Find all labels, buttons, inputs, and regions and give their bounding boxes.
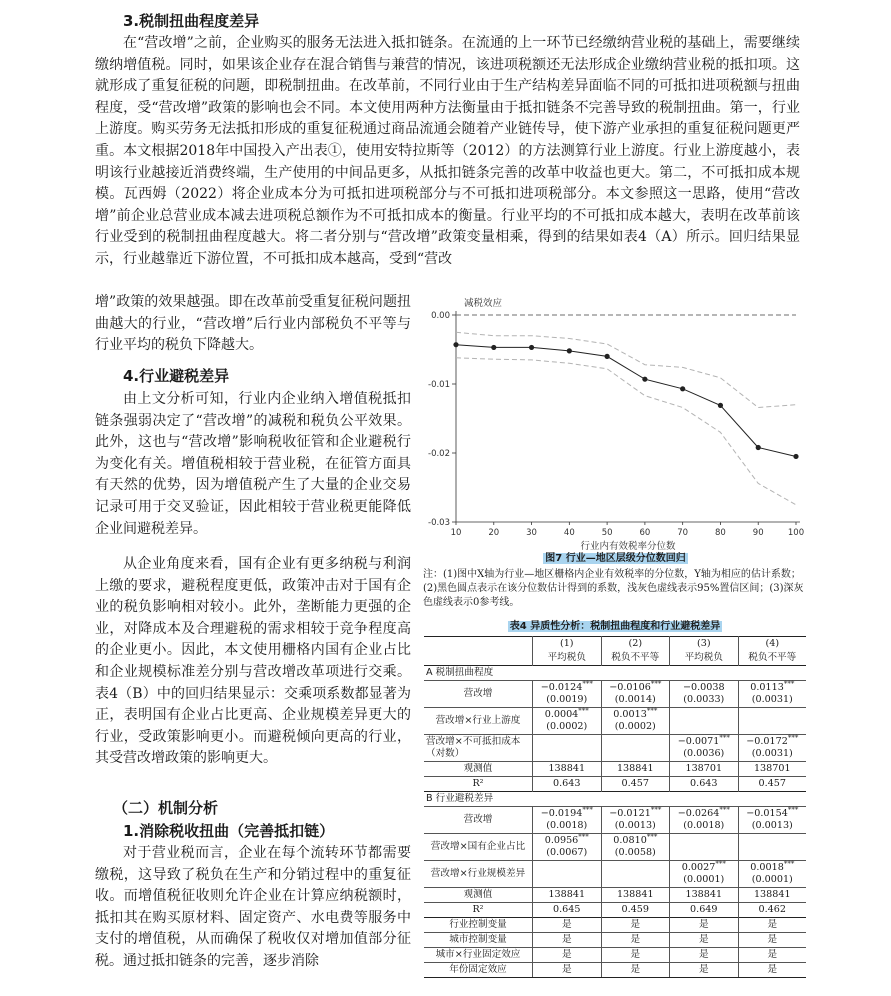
control-cell: 是 bbox=[601, 948, 670, 963]
estimate-point bbox=[605, 354, 610, 359]
estimate-point bbox=[718, 403, 723, 408]
x-tick-label: 30 bbox=[526, 528, 537, 538]
section-a-coef-cell bbox=[533, 735, 602, 762]
x-tick-label: 100 bbox=[787, 528, 805, 538]
section-b-r2-cell: 0.462 bbox=[738, 903, 806, 918]
section-a-coef-cell: −0.0124*** (0.0019) bbox=[533, 681, 602, 708]
section-a-r2-cell: 0.457 bbox=[738, 777, 806, 792]
control-cell: 是 bbox=[533, 948, 602, 963]
section-b-row-label: 营改增×行业规模差异 bbox=[424, 861, 533, 888]
section-a-coef-cell: 0.0013*** (0.0002) bbox=[601, 708, 670, 735]
control-cell: 是 bbox=[670, 948, 739, 963]
x-tick-label: 40 bbox=[563, 528, 575, 538]
estimate-point bbox=[453, 342, 458, 347]
control-cell: 是 bbox=[601, 933, 670, 948]
x-tick-label: 60 bbox=[639, 528, 651, 538]
x-tick-label: 20 bbox=[488, 528, 500, 538]
control-cell: 是 bbox=[601, 918, 670, 933]
control-cell: 是 bbox=[533, 963, 602, 978]
chart-xlabel: 行业内有效税率分位数 bbox=[580, 541, 676, 552]
paragraph-tax-avoidance-1: 由上文分析可知，行业内企业纳入增值税抵扣链条强弱决定了“营改增”的减税和税负公平效果。此外，这也与“营改增”影响税收征管和企业避税行为变化有关。增值税相较于营业税，在征管方面具有天然的优势，因为增值税产生了大量的企业交易记录可用于交叉验证，因此相较于营业税更能降低企业间避税差异。 bbox=[95, 391, 411, 537]
x-tick-label: 10 bbox=[450, 528, 462, 538]
estimate-point bbox=[680, 386, 685, 391]
section-heading-mechanism-1: 1.消除税收扭曲（完善抵扣链） bbox=[123, 822, 335, 840]
control-row-label: 城市×行业固定效应 bbox=[424, 948, 533, 963]
section-a-obs-label: 观测值 bbox=[424, 762, 533, 777]
section-a-coef-cell: 0.0113*** (0.0031) bbox=[738, 681, 806, 708]
section-b-coef-cell: −0.0121*** (0.0013) bbox=[601, 807, 670, 834]
control-cell: 是 bbox=[533, 918, 602, 933]
section-b-coef-cell: −0.0154*** (0.0013) bbox=[738, 807, 806, 834]
section-b-coef-cell bbox=[601, 861, 670, 888]
estimate-point bbox=[793, 454, 798, 459]
control-row-label: 城市控制变量 bbox=[424, 933, 533, 948]
section-b-coef-cell: −0.0194*** (0.0018) bbox=[533, 807, 602, 834]
control-cell: 是 bbox=[738, 963, 806, 978]
section-a-r2-cell: 0.457 bbox=[601, 777, 670, 792]
estimate-point bbox=[567, 348, 572, 353]
section-a-coef-cell bbox=[738, 708, 806, 735]
figure-caption bbox=[423, 552, 808, 610]
control-cell: 是 bbox=[738, 933, 806, 948]
control-row-label: 行业控制变量 bbox=[424, 918, 533, 933]
control-cell: 是 bbox=[670, 918, 739, 933]
section-a-coef-cell: −0.0071*** (0.0036) bbox=[670, 735, 739, 762]
chart-ylabel: 减税效应 bbox=[464, 298, 503, 309]
table-4 bbox=[424, 620, 806, 978]
section-a-coef-cell: 0.0004*** (0.0002) bbox=[533, 708, 602, 735]
col-num-1: (1) bbox=[533, 637, 602, 652]
section-b-r2-label: R² bbox=[424, 903, 533, 918]
paragraph-mechanism: 对于营业税而言，企业在每个流转环节都需要缴税，这导致了税负在生产和分销过程中的重复征收。而增值税征收则允许企业在计算应纳税额时，抵扣其在购买原材料、固定资产、水电费等服务中支付的增值税，从而确保了税收仅对增加值部分征税。通过抵扣链条的完善，逐步消除 bbox=[95, 845, 411, 969]
section-b-obs-cell: 138841 bbox=[533, 888, 602, 903]
y-tick-label: -0.01 bbox=[428, 380, 450, 390]
section-a-row-label: 营改增×不可抵扣成本 （对数） bbox=[424, 735, 533, 762]
x-tick-label: 90 bbox=[752, 528, 764, 538]
control-cell: 是 bbox=[738, 948, 806, 963]
section-b-coef-cell bbox=[533, 861, 602, 888]
section-heading-3: 3.税制扭曲程度差异 bbox=[123, 12, 260, 30]
col-name-1: 平均税负 bbox=[533, 651, 602, 666]
section-b-obs-cell: 138841 bbox=[738, 888, 806, 903]
section-a-row-label: 营改增 bbox=[424, 681, 533, 708]
y-tick-label: 0.00 bbox=[431, 311, 450, 321]
control-cell: 是 bbox=[738, 918, 806, 933]
col-num-2: (2) bbox=[601, 637, 670, 652]
section-b-r2-cell: 0.459 bbox=[601, 903, 670, 918]
col-num-3: (3) bbox=[670, 637, 739, 652]
y-tick-label: -0.02 bbox=[428, 449, 450, 459]
section-a-row-label: 营改增×行业上游度 bbox=[424, 708, 533, 735]
estimate-point bbox=[642, 377, 647, 382]
section-b-coef-cell: 0.0027*** (0.0001) bbox=[670, 861, 739, 888]
paragraph-tax-distortion-cont: 增”政策的效果越强。即在改革前受重复征税问题扭曲越大的行业，“营改增”后行业内部税负不平等与行业平均的税负下降越大。 bbox=[95, 294, 411, 354]
section-b-obs-label: 观测值 bbox=[424, 888, 533, 903]
estimate-point bbox=[756, 445, 761, 450]
section-b-obs-cell: 138841 bbox=[601, 888, 670, 903]
paragraph-tax-avoidance-2: 从企业角度来看，国有企业有更多纳税与利润上缴的要求，避税程度更低，政策冲击对于国有企业的税负影响相对较小。此外，垄断能力更强的企业，对降成本及合理避税的需求相较于竞争程度高的企业更小。因此，本文使用栅格内国有企业占比和企业规模标准差分别与营改增改革项进行交乘。表4（B）中的回归结果显示：交乘项系数都显著为正，表明国有企业占比更高、企业规模差异更大的行业，受政策影响更小。而避税倾向更高的行业，其受营改增政策的影响更大。 bbox=[95, 556, 411, 767]
section-b-coef-cell: 0.0956*** (0.0067) bbox=[533, 834, 602, 861]
col-name-2: 税负不平等 bbox=[601, 651, 670, 666]
section-heading-4: 4.行业避税差异 bbox=[123, 367, 230, 385]
figure-title: 图7 行业—地区层级分位数回归 bbox=[545, 553, 686, 564]
section-b-coef-cell bbox=[738, 834, 806, 861]
section-a-obs-cell: 138841 bbox=[533, 762, 602, 777]
section-b-row-label: 营改增×国有企业占比 bbox=[424, 834, 533, 861]
section-a-coef-cell bbox=[670, 708, 739, 735]
section-b-row-label: 营改增 bbox=[424, 807, 533, 834]
section-a-coef-cell: −0.0038 (0.0033) bbox=[670, 681, 739, 708]
section-heading-mechanism: （二）机制分析 bbox=[113, 799, 219, 817]
ci-lower-line bbox=[456, 358, 796, 505]
section-a-coef-cell bbox=[601, 735, 670, 762]
col-name-4: 税负不平等 bbox=[748, 652, 797, 663]
x-tick-label: 80 bbox=[715, 528, 726, 538]
x-tick-label: 70 bbox=[677, 528, 689, 538]
col-num-4: (4) bbox=[738, 637, 806, 652]
control-cell: 是 bbox=[533, 933, 602, 948]
col-name-3: 平均税负 bbox=[670, 651, 739, 666]
control-cell: 是 bbox=[670, 933, 739, 948]
section-b-coef-cell: 0.0810*** (0.0058) bbox=[601, 834, 670, 861]
section-a-r2-label: R² bbox=[424, 777, 533, 792]
paragraph-tax-distortion: 在“营改增”之前，企业购买的服务无法进入抵扣链条。在流通的上一环节已经缴纳营业税的基础上，需要继续缴纳增值税。同时，如果该企业存在混合销售与兼营的情况，该进项税额还无法形成企业缴纳营业税的抵扣项。这就形成了重复征税的问题，即税制扭曲。在改革前，不同行业由于生产结构差异面临不同的可抵扣进项税额与扭曲程度，受“营改增”政策的影响也会不同。本文使用两种方法衡量由于抵扣链条不完善导致的税制扭曲。第一，行业上游度。购买劳务无法抵扣形成的重复征税通过商品流通会随着产业链传导，使下游产业承担的重复征税问题更严重。本文根据2018年中国投入产出表①，使用安特拉斯等（2012）的方法测算行业上游度。行业上游度越小，表明该行业越接近消费终端，生产使用的中间品更多，从抵扣链条完善的改革中收益也更大。第二，不可抵扣成本规模。瓦西姆（2022）将企业成本分为可抵扣进项税部分与不可抵扣进项税部分。本文参照这一思路，使用“营改增”前企业总营业成本减去进项税总额作为不可抵扣成本的衡量。行业平均的不可抵扣成本越大，表明在改革前该行业受到的税制扭曲程度越大。将二者分别与“营改增”政策变量相乘，得到的结果如表4（A）所示。回归结果显示，行业越靠近下游位置，不可抵扣成本越高，受到“营改 bbox=[95, 35, 800, 267]
figure-note: 注：(1)图中X轴为行业—地区栅格内企业有效税率的分位数，Y轴为相应的估计系数；(2)黑色圆点表示在该分位数估计得到的系数，浅灰色虚线表示95%置信区间；(3)深灰色虚线表示0参考线。 bbox=[423, 569, 804, 608]
x-tick-label: 50 bbox=[601, 528, 613, 538]
section-b-coef-cell: 0.0018*** (0.0001) bbox=[738, 861, 806, 888]
control-cell: 是 bbox=[670, 963, 739, 978]
section-b-obs-cell: 138841 bbox=[670, 888, 739, 903]
section-a-r2-cell: 0.643 bbox=[670, 777, 739, 792]
y-tick-label: -0.03 bbox=[428, 518, 450, 528]
section-b-label: B 行业避税差异 bbox=[424, 792, 806, 807]
ci-upper-line bbox=[456, 332, 796, 407]
estimate-point bbox=[491, 345, 496, 350]
section-a-obs-cell: 138701 bbox=[738, 762, 806, 777]
quantile-regression-chart bbox=[418, 297, 808, 552]
section-a-label: A 税制扭曲程度 bbox=[424, 666, 806, 681]
section-b-r2-cell: 0.645 bbox=[533, 903, 602, 918]
table-title: 表4 异质性分析：税制扭曲程度和行业避税差异 bbox=[509, 621, 721, 632]
control-cell: 是 bbox=[601, 963, 670, 978]
section-a-coef-cell: −0.0106*** (0.0014) bbox=[601, 681, 670, 708]
section-b-r2-cell: 0.649 bbox=[670, 903, 739, 918]
section-b-coef-cell: −0.0264*** (0.0018) bbox=[670, 807, 739, 834]
control-row-label: 年份固定效应 bbox=[424, 963, 533, 978]
section-a-coef-cell: −0.0172*** (0.0031) bbox=[738, 735, 806, 762]
plot-area bbox=[428, 311, 804, 538]
estimate-line bbox=[456, 345, 796, 457]
section-b-coef-cell bbox=[670, 834, 739, 861]
section-a-obs-cell: 138701 bbox=[670, 762, 739, 777]
section-a-obs-cell: 138841 bbox=[601, 762, 670, 777]
estimate-point bbox=[529, 345, 534, 350]
section-a-r2-cell: 0.643 bbox=[533, 777, 602, 792]
